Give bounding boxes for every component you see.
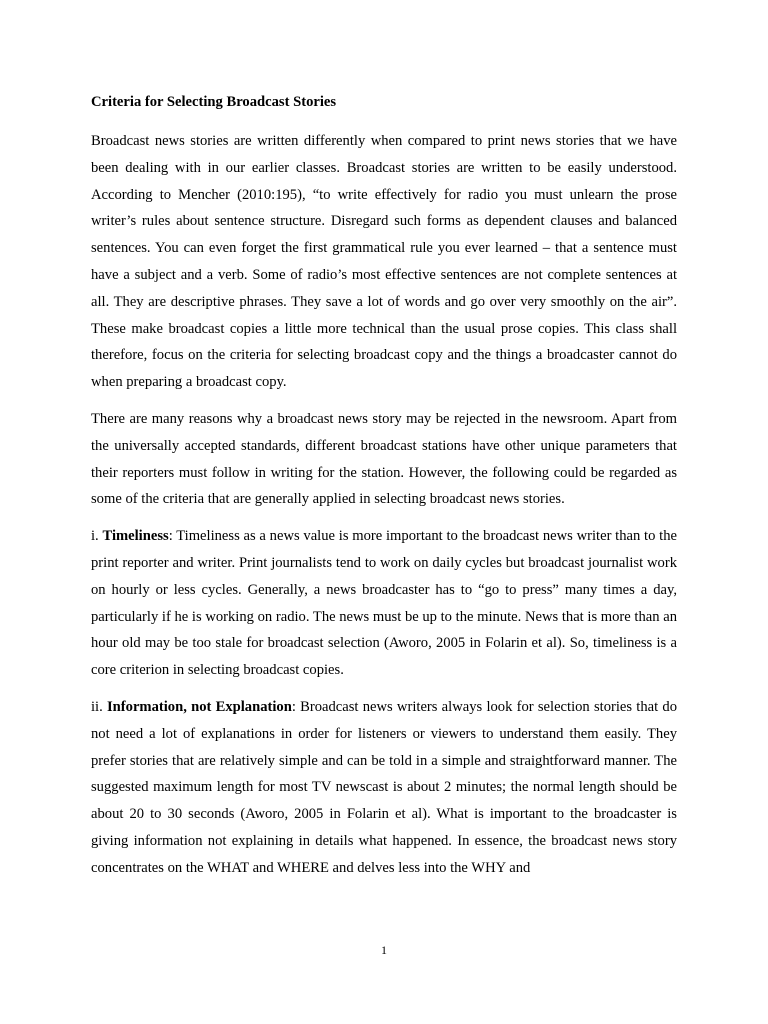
criterion-text: : Broadcast news writers always look for selection stories that do not need a lot of explanations in order for listeners or viewers to understand them easily. They prefer stories that are relatively simple and can be told in a simple and straightforward manner. The suggested maximum length for most TV newscast is about 2 minutes; the normal length should be about 20 to 30 seconds (Aworo, 2005 in Folarin et al). What is important to the broadcaster is giving information not explaining in details what happened. In essence, the broadcast news story concentrates on the WHAT and WHERE and delves less into the WHY and — [91, 698, 677, 876]
section-heading: Criteria for Selecting Broadcast Stories — [91, 94, 337, 110]
criteria-intro-paragraph: There are many reasons why a broadcast news story may be rejected in the newsroom. Apart from the universally accepted standards, different broadcast stations have other unique parameters that their reporters must follow in writing for the station. However, the following could be regarded as some of the criteria that are generally applied in selecting broadcast news stories. — [91, 410, 677, 508]
criterion-term: Information, not Explanation — [107, 698, 292, 715]
page-number: 1 — [381, 943, 387, 957]
criterion-numeral: i. — [91, 528, 99, 545]
criterion-information — [91, 694, 677, 882]
intro-paragraph: Broadcast news stories are written differently when compared to print news stories that we have been dealing with in our earlier classes. Broadcast stories are written to be easily understood. According to Mencher (2010:195), “to write effectively for radio you must unlearn the prose writer’s rules about sentence structure. Disregard such forms as dependent clauses and balanced sentences. You can even forget the first grammatical rule you ever learned – that a sentence must have a subject and a verb. Some of radio’s most effective sentences are not complete sentences at all. They are descriptive phrases. They save a lot of words and go over very smoothly on the air”. These make broadcast copies a little more technical than the usual prose copies. This class shall therefore, focus on the criteria for selecting broadcast copy and the things a broadcaster cannot do when preparing a broadcast copy. — [91, 133, 677, 391]
document-page — [91, 92, 677, 892]
criterion-timeliness — [91, 523, 677, 684]
criterion-term: Timeliness — [102, 528, 169, 545]
criterion-numeral: ii. — [91, 698, 103, 715]
criterion-text: : Timeliness as a news value is more important to the broadcast news writer than to the print reporter and writer. Print journalists tend to work on daily cycles but broadcast journalist work on hourly or less cycles. Generally, a news broadcaster has to “go to press” many times a day, particularly if he is working on radio. The news must be up to the minute. News that is more than an hour old may be too stale for broadcast selection (Aworo, 2005 in Folarin et al). So, timeliness is a core criterion in selecting broadcast copies. — [91, 528, 677, 679]
